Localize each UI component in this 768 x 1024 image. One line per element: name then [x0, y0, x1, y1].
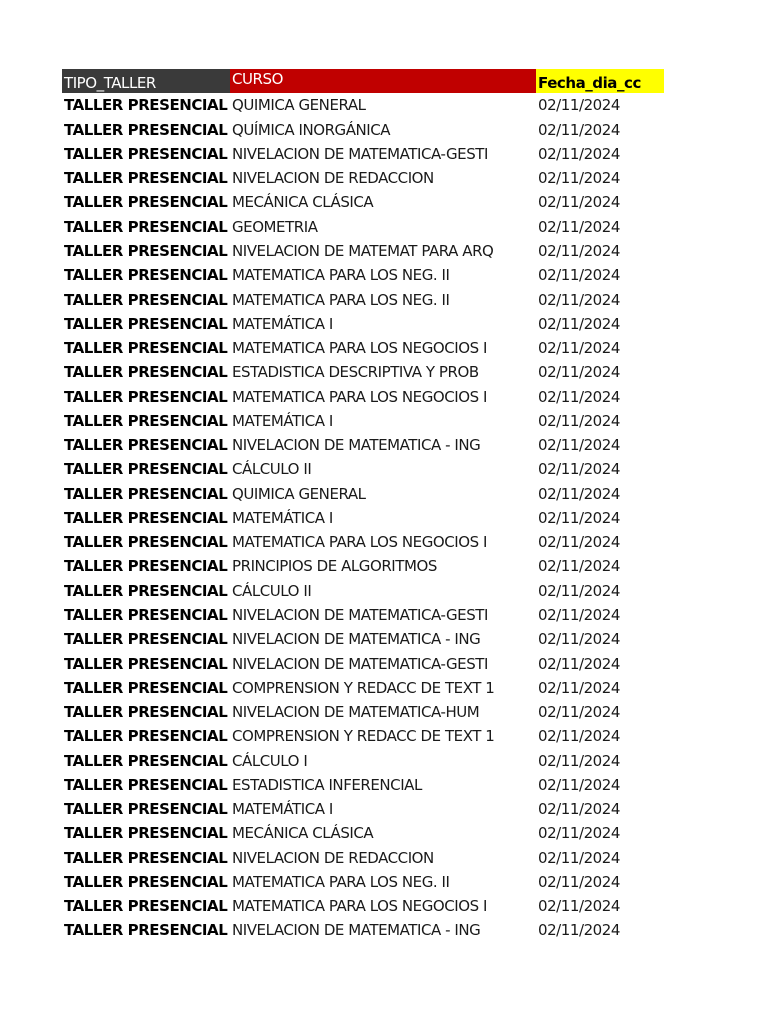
cell-curso[interactable]: MATEMATICA PARA LOS NEG. II [232, 872, 450, 891]
cell-tipo-taller[interactable]: TALLER PRESENCIAL [64, 775, 228, 794]
table-row [62, 700, 664, 724]
cell-fecha[interactable]: 02/11/2024 [538, 460, 620, 479]
table-row [62, 554, 664, 578]
header-row [62, 69, 664, 93]
cell-curso[interactable]: QUIMICA GENERAL [232, 484, 366, 503]
cell-tipo-taller[interactable]: TALLER PRESENCIAL [64, 339, 228, 358]
cell-curso[interactable]: COMPRENSION Y REDACC DE TEXT 1 [232, 678, 495, 697]
cell-curso[interactable]: MATEMATICA PARA LOS NEGOCIOS I [232, 387, 487, 406]
cell-fecha[interactable]: 02/11/2024 [538, 387, 620, 406]
cell-curso[interactable]: MATEMATICA PARA LOS NEGOCIOS I [232, 533, 487, 552]
cell-tipo-taller[interactable]: TALLER PRESENCIAL [64, 824, 228, 843]
cell-fecha[interactable]: 02/11/2024 [538, 508, 620, 527]
cell-curso[interactable]: MECÁNICA CLÁSICA [232, 193, 374, 212]
cell-tipo-taller[interactable]: TALLER PRESENCIAL [64, 751, 228, 770]
table-row [62, 312, 664, 336]
cell-tipo-taller[interactable]: TALLER PRESENCIAL [64, 678, 228, 697]
cell-fecha[interactable]: 02/11/2024 [538, 96, 620, 115]
cell-curso[interactable]: CÁLCULO II [232, 460, 312, 479]
cell-fecha[interactable]: 02/11/2024 [538, 217, 620, 236]
cell-tipo-taller[interactable]: TALLER PRESENCIAL [64, 411, 228, 430]
cell-tipo-taller[interactable]: TALLER PRESENCIAL [64, 144, 228, 163]
table-row [62, 748, 664, 772]
cell-curso[interactable]: MATEMÁTICA I [232, 314, 333, 333]
cell-curso[interactable]: ESTADISTICA INFERENCIAL [232, 775, 422, 794]
cell-fecha[interactable]: 02/11/2024 [538, 605, 620, 624]
cell-fecha[interactable]: 02/11/2024 [538, 193, 620, 212]
cell-tipo-taller[interactable]: TALLER PRESENCIAL [64, 96, 228, 115]
header-fecha[interactable]: Fecha_dia_cc [536, 69, 664, 93]
cell-curso[interactable]: MATEMÁTICA I [232, 800, 333, 819]
table-row [62, 846, 664, 870]
table-row [62, 287, 664, 311]
cell-tipo-taller[interactable]: TALLER PRESENCIAL [64, 290, 228, 309]
table-row [62, 676, 664, 700]
cell-fecha[interactable]: 02/11/2024 [538, 654, 620, 673]
cell-tipo-taller[interactable]: TALLER PRESENCIAL [64, 387, 228, 406]
table-row [62, 215, 664, 239]
cell-curso[interactable]: NIVELACION DE MATEMAT PARA ARQ [232, 241, 494, 260]
cell-tipo-taller[interactable]: TALLER PRESENCIAL [64, 436, 228, 455]
cell-fecha[interactable]: 02/11/2024 [538, 120, 620, 139]
cell-fecha[interactable]: 02/11/2024 [538, 872, 620, 891]
cell-fecha[interactable]: 02/11/2024 [538, 436, 620, 455]
cell-tipo-taller[interactable]: TALLER PRESENCIAL [64, 241, 228, 260]
cell-tipo-taller[interactable]: TALLER PRESENCIAL [64, 533, 228, 552]
table-row [62, 651, 664, 675]
cell-tipo-taller[interactable]: TALLER PRESENCIAL [64, 460, 228, 479]
cell-curso[interactable]: MATEMATICA PARA LOS NEG. II [232, 266, 450, 285]
cell-fecha[interactable]: 02/11/2024 [538, 921, 620, 940]
cell-fecha[interactable]: 02/11/2024 [538, 363, 620, 382]
cell-curso[interactable]: MATEMATICA PARA LOS NEG. II [232, 290, 450, 309]
table-row [62, 93, 664, 117]
cell-tipo-taller[interactable]: TALLER PRESENCIAL [64, 703, 228, 722]
table-row [62, 579, 664, 603]
table-row [62, 724, 664, 748]
cell-curso[interactable]: QUIMICA GENERAL [232, 96, 366, 115]
cell-fecha[interactable]: 02/11/2024 [538, 144, 620, 163]
table-row [62, 118, 664, 142]
table-row [62, 894, 664, 918]
table-row [62, 263, 664, 287]
table-row [62, 190, 664, 214]
spreadsheet-table [62, 69, 664, 943]
cell-curso[interactable]: NIVELACION DE MATEMATICA-HUM [232, 703, 480, 722]
cell-tipo-taller[interactable]: TALLER PRESENCIAL [64, 484, 228, 503]
table-row [62, 166, 664, 190]
cell-tipo-taller[interactable]: TALLER PRESENCIAL [64, 581, 228, 600]
cell-fecha[interactable]: 02/11/2024 [538, 266, 620, 285]
cell-curso[interactable]: MECÁNICA CLÁSICA [232, 824, 374, 843]
cell-curso[interactable]: PRINCIPIOS DE ALGORITMOS [232, 557, 437, 576]
cell-fecha[interactable]: 02/11/2024 [538, 630, 620, 649]
cell-fecha[interactable]: 02/11/2024 [538, 727, 620, 746]
cell-curso[interactable]: NIVELACION DE REDACCION [232, 848, 434, 867]
cell-tipo-taller[interactable]: TALLER PRESENCIAL [64, 266, 228, 285]
cell-fecha[interactable]: 02/11/2024 [538, 678, 620, 697]
cell-tipo-taller[interactable]: TALLER PRESENCIAL [64, 557, 228, 576]
header-tipo-taller[interactable]: TIPO_TALLER [62, 69, 230, 93]
table-row [62, 603, 664, 627]
cell-fecha[interactable]: 02/11/2024 [538, 800, 620, 819]
cell-fecha[interactable]: 02/11/2024 [538, 314, 620, 333]
table-row [62, 797, 664, 821]
cell-fecha[interactable]: 02/11/2024 [538, 824, 620, 843]
cell-fecha[interactable]: 02/11/2024 [538, 897, 620, 916]
cell-tipo-taller[interactable]: TALLER PRESENCIAL [64, 630, 228, 649]
cell-fecha[interactable]: 02/11/2024 [538, 533, 620, 552]
cell-fecha[interactable]: 02/11/2024 [538, 848, 620, 867]
table-row [62, 336, 664, 360]
cell-curso[interactable]: MATEMATICA PARA LOS NEGOCIOS I [232, 339, 487, 358]
cell-tipo-taller[interactable]: TALLER PRESENCIAL [64, 800, 228, 819]
cell-fecha[interactable]: 02/11/2024 [538, 411, 620, 430]
cell-curso[interactable]: CÁLCULO I [232, 751, 308, 770]
table-row [62, 142, 664, 166]
cell-tipo-taller[interactable]: TALLER PRESENCIAL [64, 727, 228, 746]
cell-curso[interactable]: NIVELACION DE MATEMATICA - ING [232, 921, 481, 940]
table-row [62, 433, 664, 457]
cell-curso[interactable]: NIVELACION DE REDACCION [232, 169, 434, 188]
table-row [62, 457, 664, 481]
cell-fecha[interactable]: 02/11/2024 [538, 703, 620, 722]
table-row [62, 918, 664, 942]
cell-curso[interactable]: COMPRENSION Y REDACC DE TEXT 1 [232, 727, 495, 746]
cell-curso[interactable]: CÁLCULO II [232, 581, 312, 600]
table-row [62, 482, 664, 506]
cell-tipo-taller[interactable]: TALLER PRESENCIAL [64, 654, 228, 673]
cell-fecha[interactable]: 02/11/2024 [538, 169, 620, 188]
cell-tipo-taller[interactable]: TALLER PRESENCIAL [64, 897, 228, 916]
cell-tipo-taller[interactable]: TALLER PRESENCIAL [64, 314, 228, 333]
cell-tipo-taller[interactable]: TALLER PRESENCIAL [64, 605, 228, 624]
table-row [62, 409, 664, 433]
cell-curso[interactable]: MATEMÁTICA I [232, 411, 333, 430]
cell-tipo-taller[interactable]: TALLER PRESENCIAL [64, 217, 228, 236]
cell-fecha[interactable]: 02/11/2024 [538, 751, 620, 770]
table-row [62, 360, 664, 384]
table-row [62, 821, 664, 845]
cell-tipo-taller[interactable]: TALLER PRESENCIAL [64, 169, 228, 188]
cell-fecha[interactable]: 02/11/2024 [538, 290, 620, 309]
cell-tipo-taller[interactable]: TALLER PRESENCIAL [64, 848, 228, 867]
cell-tipo-taller[interactable]: TALLER PRESENCIAL [64, 363, 228, 382]
cell-curso[interactable]: ESTADISTICA DESCRIPTIVA Y PROB [232, 363, 479, 382]
cell-fecha[interactable]: 02/11/2024 [538, 557, 620, 576]
cell-fecha[interactable]: 02/11/2024 [538, 581, 620, 600]
cell-fecha[interactable]: 02/11/2024 [538, 484, 620, 503]
cell-fecha[interactable]: 02/11/2024 [538, 339, 620, 358]
cell-tipo-taller[interactable]: TALLER PRESENCIAL [64, 508, 228, 527]
cell-curso[interactable]: NIVELACION DE MATEMATICA-GESTI [232, 605, 488, 624]
cell-curso[interactable]: MATEMATICA PARA LOS NEGOCIOS I [232, 897, 487, 916]
table-row [62, 530, 664, 554]
table-body [62, 93, 664, 942]
cell-tipo-taller[interactable]: TALLER PRESENCIAL [64, 872, 228, 891]
cell-curso[interactable]: NIVELACION DE MATEMATICA - ING [232, 436, 481, 455]
table-row [62, 384, 664, 408]
table-row [62, 627, 664, 651]
cell-tipo-taller[interactable]: TALLER PRESENCIAL [64, 921, 228, 940]
cell-tipo-taller[interactable]: TALLER PRESENCIAL [64, 193, 228, 212]
table-row [62, 870, 664, 894]
table-row [62, 773, 664, 797]
header-curso[interactable]: CURSO [230, 69, 536, 93]
cell-curso[interactable]: NIVELACION DE MATEMATICA - ING [232, 630, 481, 649]
cell-tipo-taller[interactable]: TALLER PRESENCIAL [64, 120, 228, 139]
table-row [62, 506, 664, 530]
cell-curso[interactable]: NIVELACION DE MATEMATICA-GESTI [232, 144, 488, 163]
table-row [62, 239, 664, 263]
cell-curso[interactable]: GEOMETRIA [232, 217, 318, 236]
cell-curso[interactable]: MATEMÁTICA I [232, 508, 333, 527]
cell-fecha[interactable]: 02/11/2024 [538, 775, 620, 794]
cell-curso[interactable]: QUÍMICA INORGÁNICA [232, 120, 391, 139]
cell-fecha[interactable]: 02/11/2024 [538, 241, 620, 260]
cell-curso[interactable]: NIVELACION DE MATEMATICA-GESTI [232, 654, 488, 673]
